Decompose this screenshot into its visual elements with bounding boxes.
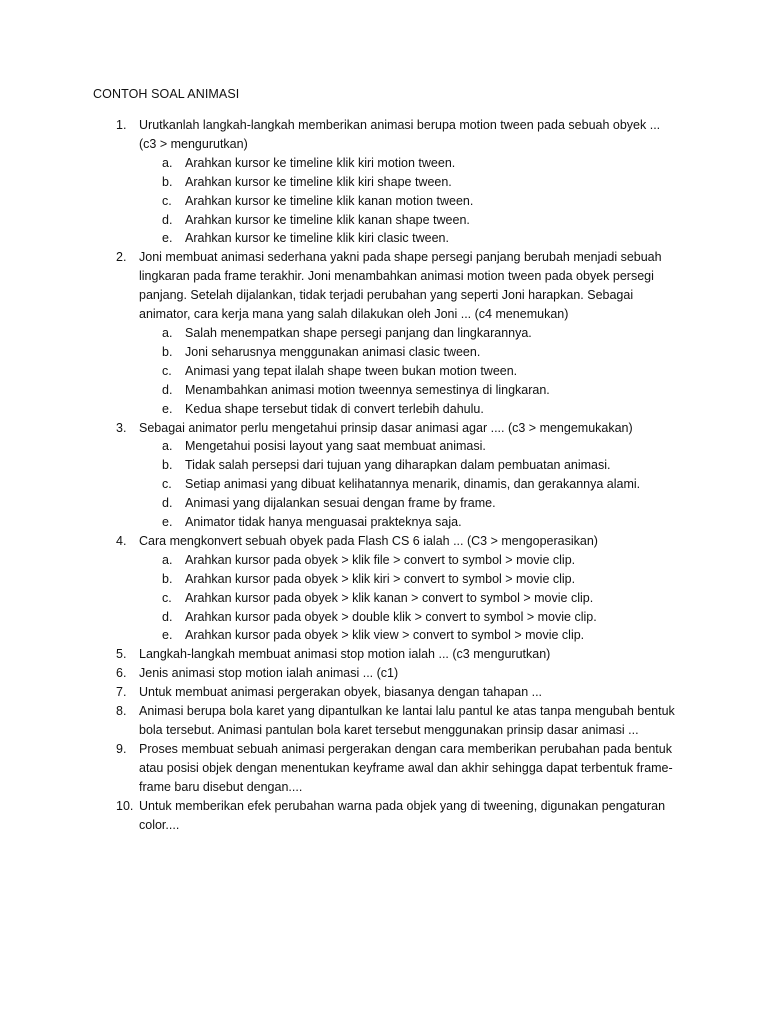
question-text: Joni membuat animasi sederhana yakni pada shape persegi panjang berubah menjadi sebuah lingkaran pada frame terakhir. Joni menambahkan animasi motion tween pada obyek persegi panjang. Setelah dijalankan, tidak terjadi perubahan yang seperti Joni harapkan. Sebagai animator, cara kerja mana yang salah dilakukan oleh Joni ... (c4 menemukan) bbox=[139, 250, 662, 322]
option-item bbox=[0, 229, 768, 248]
question-text: Urutkanlah langkah-langkah memberikan animasi berupa motion tween pada sebuah obyek ... (c3 > mengurutkan) bbox=[139, 118, 661, 151]
option-letter: b. bbox=[162, 174, 173, 189]
option-item bbox=[0, 211, 768, 230]
option-item bbox=[0, 154, 768, 173]
question-6 bbox=[0, 664, 768, 683]
option-text: Animator tidak hanya menguasai prakteknya saja. bbox=[185, 515, 462, 530]
question-10 bbox=[0, 797, 768, 835]
question-8 bbox=[0, 702, 768, 740]
option-item bbox=[0, 456, 768, 475]
option-letter: d. bbox=[162, 382, 173, 397]
option-letter: e. bbox=[162, 628, 173, 643]
option-item bbox=[0, 570, 768, 589]
question-3 bbox=[0, 419, 768, 532]
option-text: Tidak salah persepsi dari tujuan yang diharapkan dalam pembuatan animasi. bbox=[185, 458, 611, 473]
question-text: Proses membuat sebuah animasi pergerakan dengan cara memberikan perubahan pada bentuk atau posisi objek dengan menentukan keyframe awal dan akhir sehingga dapat terbentuk frame-frame baru disebut dengan.... bbox=[139, 741, 673, 794]
option-letter: d. bbox=[162, 609, 173, 624]
question-text: Cara mengkonvert sebuah obyek pada Flash CS 6 ialah ... (C3 > mengoperasikan) bbox=[139, 533, 598, 548]
option-item bbox=[0, 494, 768, 513]
option-text: Arahkan kursor pada obyek > klik file > convert to symbol > movie clip. bbox=[185, 552, 576, 567]
option-letter: a. bbox=[162, 155, 173, 170]
option-text: Animasi yang dijalankan sesuai dengan frame by frame. bbox=[185, 496, 496, 511]
option-item bbox=[0, 324, 768, 343]
option-letter: d. bbox=[162, 496, 173, 511]
question-text: Animasi berupa bola karet yang dipantulkan ke lantai lalu pantul ke atas tanpa mengubah bentuk bola tersebut. Animasi pantulan bola karet tersebut menggunakan prinsip dasar animasi ... bbox=[139, 704, 675, 737]
option-text: Arahkan kursor pada obyek > klik view > convert to symbol > movie clip. bbox=[185, 628, 585, 643]
question-7 bbox=[0, 683, 768, 702]
option-text: Animasi yang tepat ilalah shape tween bukan motion tween. bbox=[185, 363, 518, 378]
question-number: 5. bbox=[116, 647, 127, 662]
option-list bbox=[0, 154, 768, 249]
question-number: 4. bbox=[116, 533, 127, 548]
option-item bbox=[0, 437, 768, 456]
question-9 bbox=[0, 740, 768, 797]
option-letter: a. bbox=[162, 552, 173, 567]
question-text: Untuk memberikan efek perubahan warna pada objek yang di tweening, digunakan pengaturan color.... bbox=[139, 798, 666, 832]
option-text: Arahkan kursor ke timeline klik kiri motion tween. bbox=[185, 155, 456, 170]
question-5 bbox=[0, 645, 768, 664]
option-list bbox=[0, 551, 768, 646]
option-item bbox=[0, 192, 768, 211]
option-text: Joni seharusnya menggunakan animasi clasic tween. bbox=[185, 344, 481, 359]
question-text: Sebagai animator perlu mengetahui prinsip dasar animasi agar .... (c3 > mengemukakan) bbox=[139, 420, 633, 435]
option-letter: e. bbox=[162, 515, 173, 530]
question-2 bbox=[0, 248, 768, 418]
option-text: Setiap animasi yang dibuat kelihatannya menarik, dinamis, dan gerakannya alami. bbox=[185, 477, 641, 492]
option-text: Arahkan kursor ke timeline klik kiri clasic tween. bbox=[185, 231, 449, 246]
question-list bbox=[0, 116, 768, 834]
option-letter: b. bbox=[162, 458, 173, 473]
question-number: 8. bbox=[116, 704, 127, 719]
option-list bbox=[0, 324, 768, 419]
question-number: 3. bbox=[116, 420, 127, 435]
option-letter: a. bbox=[162, 325, 173, 340]
question-number: 7. bbox=[116, 685, 127, 700]
option-item bbox=[0, 475, 768, 494]
option-letter: e. bbox=[162, 231, 173, 246]
option-text: Arahkan kursor ke timeline klik kanan motion tween. bbox=[185, 193, 474, 208]
option-item bbox=[0, 400, 768, 419]
question-4 bbox=[0, 532, 768, 645]
question-text: Jenis animasi stop motion ialah animasi ... (c1) bbox=[139, 666, 399, 681]
option-item bbox=[0, 362, 768, 381]
option-text: Kedua shape tersebut tidak di convert terlebih dahulu. bbox=[185, 401, 484, 416]
document-title: CONTOH SOAL ANIMASI bbox=[93, 87, 240, 101]
option-text: Salah menempatkan shape persegi panjang dan lingkarannya. bbox=[185, 325, 532, 340]
option-text: Arahkan kursor pada obyek > klik kiri > convert to symbol > movie clip. bbox=[185, 571, 576, 586]
option-letter: c. bbox=[162, 590, 172, 605]
option-item bbox=[0, 626, 768, 645]
option-text: Menambahkan animasi motion tweennya semestinya di lingkaran. bbox=[185, 382, 550, 397]
option-letter: c. bbox=[162, 193, 172, 208]
option-item bbox=[0, 608, 768, 627]
option-text: Arahkan kursor ke timeline klik kanan shape tween. bbox=[185, 212, 470, 227]
option-letter: b. bbox=[162, 344, 173, 359]
question-1 bbox=[0, 116, 768, 248]
option-text: Mengetahui posisi layout yang saat membuat animasi. bbox=[185, 439, 486, 454]
question-number: 1. bbox=[116, 118, 127, 132]
option-item bbox=[0, 513, 768, 532]
option-text: Arahkan kursor pada obyek > klik kanan > convert to symbol > movie clip. bbox=[185, 590, 594, 605]
option-text: Arahkan kursor pada obyek > double klik > convert to symbol > movie clip. bbox=[185, 609, 597, 624]
question-number: 9. bbox=[116, 741, 127, 756]
question-number: 10. bbox=[116, 798, 134, 813]
option-item bbox=[0, 589, 768, 608]
question-text: Langkah-langkah membuat animasi stop motion ialah ... (c3 mengurutkan) bbox=[139, 647, 551, 662]
option-letter: b. bbox=[162, 571, 173, 586]
option-list bbox=[0, 437, 768, 532]
option-letter: c. bbox=[162, 477, 172, 492]
option-letter: c. bbox=[162, 363, 172, 378]
option-item bbox=[0, 381, 768, 400]
option-letter: a. bbox=[162, 439, 173, 454]
option-item bbox=[0, 343, 768, 362]
option-text: Arahkan kursor ke timeline klik kiri shape tween. bbox=[185, 174, 452, 189]
option-item bbox=[0, 551, 768, 570]
question-number: 6. bbox=[116, 666, 127, 681]
question-text: Untuk membuat animasi pergerakan obyek, biasanya dengan tahapan ... bbox=[139, 685, 543, 700]
question-number: 2. bbox=[116, 250, 127, 265]
option-letter: d. bbox=[162, 212, 173, 227]
option-item bbox=[0, 173, 768, 192]
option-letter: e. bbox=[162, 401, 173, 416]
